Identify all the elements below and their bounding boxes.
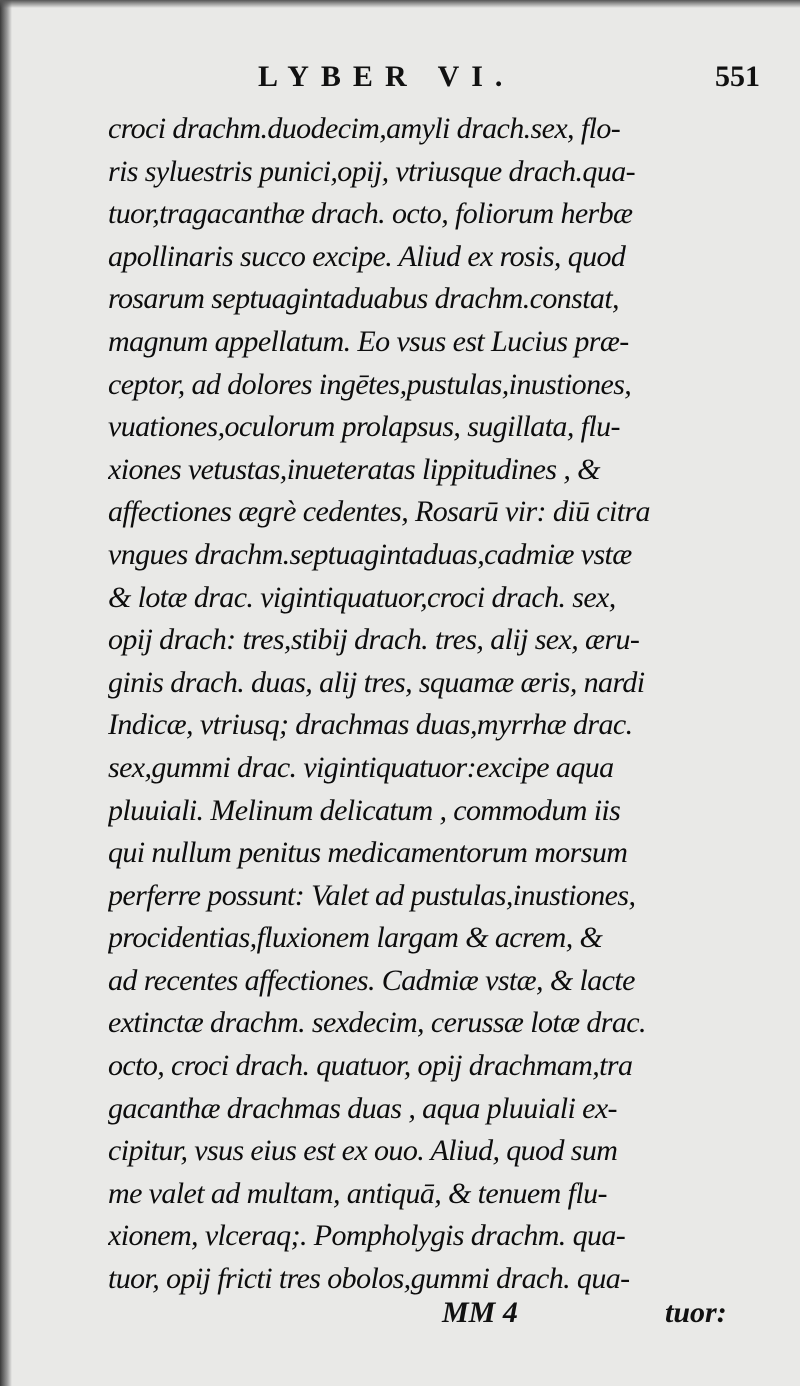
text-line: xionem, vlceraq;. Pompholygis drachm. qua- xyxy=(108,1219,626,1253)
text-line: & lotæ drac. vigintiquatuor,croci drach. sex, xyxy=(108,580,616,614)
text-line: rosarum septuagintaduabus drachm.constat, xyxy=(108,282,619,316)
page-number: 551 xyxy=(715,60,760,93)
text-line: ceptor, ad dolores ingētes,pustulas,inustiones, xyxy=(108,367,632,401)
text-line: magnum appellatum. Eo vsus est Lucius præ- xyxy=(108,324,629,358)
body-text xyxy=(108,108,738,1301)
text-line: apollinaris succo excipe. Aliud ex rosis, quod xyxy=(108,239,626,273)
text-line: pluuiali. Melinum delicatum , commodum iis xyxy=(108,793,621,827)
text-line: extinctæ drachm. sexdecim, cerussæ lotæ drac. xyxy=(108,1006,646,1040)
text-line: qui nullum penitus medicamentorum morsum xyxy=(108,836,628,870)
text-line: me valet ad multam, antiquā, & tenuem flu- xyxy=(108,1176,607,1210)
text-line: affectiones ægrè cedentes, Rosarū vir: diū citra xyxy=(108,495,650,529)
text-line: sex,gummi drac. vigintiquatuor:excipe aqua xyxy=(108,750,614,784)
catchword: tuor: xyxy=(665,1296,727,1329)
text-line: opij drach: tres,stibij drach. tres, alij sex, æru- xyxy=(108,623,640,657)
text-line: tuor, opij fricti tres obolos,gummi drach. qua- xyxy=(108,1262,630,1296)
text-line: octo, croci drach. quatuor, opij drachmam,tra xyxy=(108,1049,633,1083)
text-line: Indicæ, vtriusq; drachmas duas,myrrhæ drac. xyxy=(108,708,633,742)
text-line: ad recentes affectiones. Cadmiæ vstæ, & lacte xyxy=(108,963,635,997)
top-edge-shadow xyxy=(0,0,800,8)
text-line: xiones vetustas,inueteratas lippitudines , & xyxy=(108,452,600,486)
text-line: procidentias,fluxionem largam & acrem, & xyxy=(108,921,603,955)
text-line: tuor,tragacanthæ drach. octo, foliorum herbæ xyxy=(108,197,633,231)
text-line: ginis drach. duas, alij tres, squamæ æris, nardi xyxy=(108,665,645,699)
text-line: cipitur, vsus eius est ex ouo. Aliud, quod sum xyxy=(108,1134,618,1168)
running-head: LYBER VI. xyxy=(258,60,515,93)
signature-mark: MM 4 xyxy=(442,1296,518,1329)
text-line: vngues drachm.septuagintaduas,cadmiæ vstæ xyxy=(108,537,632,571)
text-line: gacanthæ drachmas duas , aqua pluuiali ex- xyxy=(108,1091,617,1125)
binding-shadow xyxy=(0,0,12,1386)
text-line: croci drachm.duodecim,amyli drach.sex, flo- xyxy=(108,112,621,145)
text-line: perferre possunt: Valet ad pustulas,inustiones, xyxy=(108,878,636,912)
text-line: ris syluestris punici,opij, vtriusque drach.qua- xyxy=(108,154,636,188)
text-line: vuationes,oculorum prolapsus, sugillata, flu- xyxy=(108,410,620,444)
